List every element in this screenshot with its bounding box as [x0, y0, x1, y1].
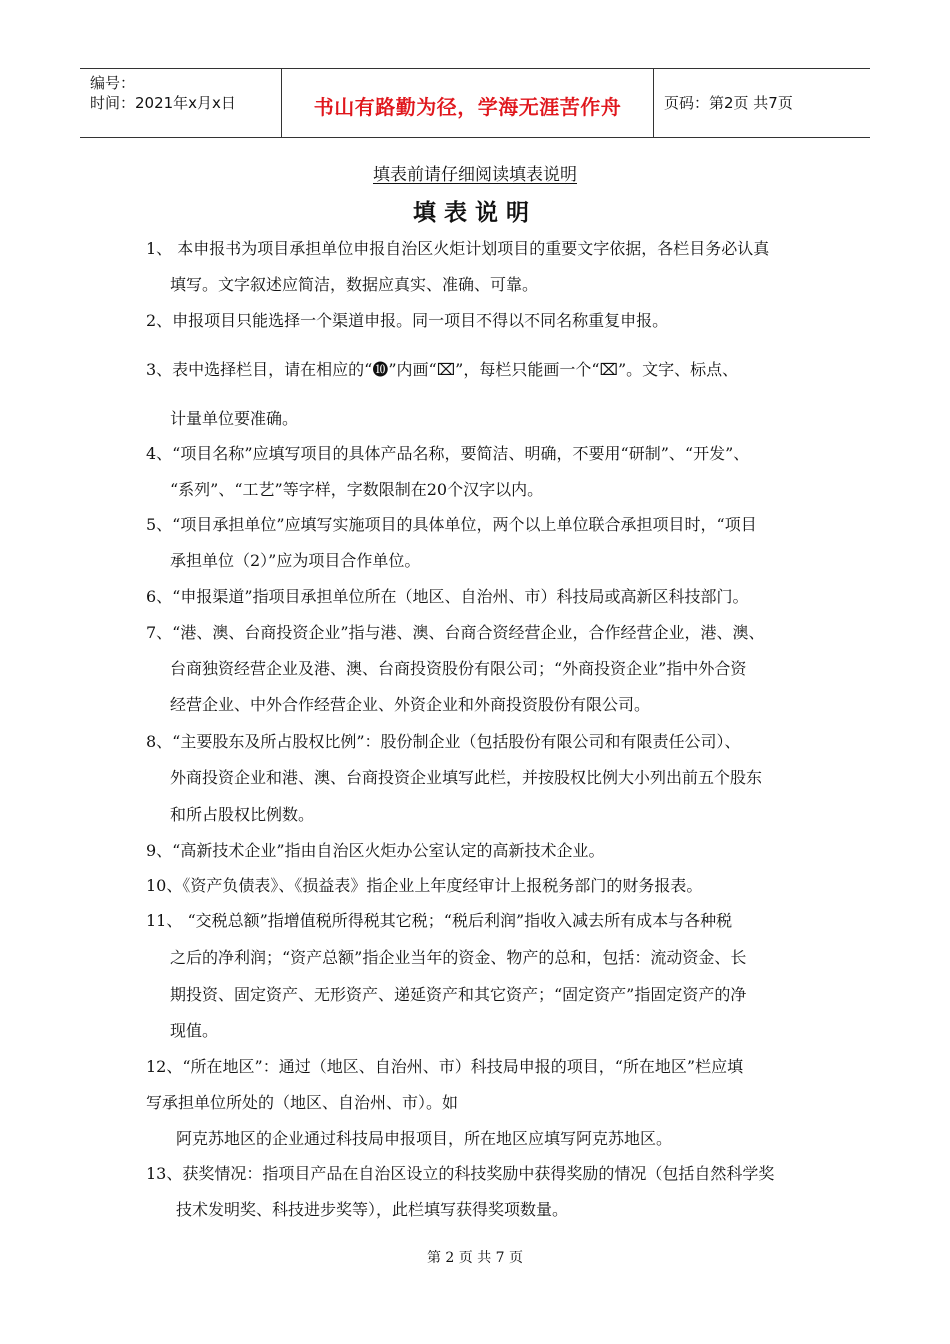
instruction-line: 现值。	[170, 1021, 219, 1040]
instruction-line: 计量单位要准确。	[170, 409, 299, 428]
instruction-line: “系列”、“工艺”等字样，字数限制在20个汉字以内。	[170, 480, 544, 499]
instruction-line: 台商独资经营企业及港、澳、台商投资股份有限公司；“外商投资企业”指中外合资	[170, 659, 747, 678]
instruction-line: 11、 “交税总额”指增值税所得税其它税；“税后利润”指收入减去所有成本与各种税	[146, 911, 733, 930]
instruction-line: 经营企业、中外合作经营企业、外资企业和外商投资股份有限公司。	[170, 695, 651, 714]
instruction-line: 填写。文字叙述应简洁，数据应真实、准确、可靠。	[170, 275, 539, 294]
instruction-line: 写承担单位所处的（地区、自治州、市）。如	[146, 1093, 459, 1112]
instruction-line: 2、申报项目只能选择一个渠道申报。同一项目不得以不同名称重复申报。	[146, 311, 669, 330]
instruction-line: 外商投资企业和港、澳、台商投资企业填写此栏，并按股权比例大小列出前五个股东	[170, 768, 763, 787]
instruction-line: 9、“高新技术企业”指由自治区火炬办公室认定的高新技术企业。	[146, 841, 605, 860]
header-meta-cell	[80, 69, 282, 137]
instruction-line: 之后的净利润；“资产总额”指企业当年的资金、物产的总和，包括：流动资金、长	[170, 948, 747, 967]
instruction-line: 10、《资产负债表》、《损益表》指企业上年度经审计上报税务部门的财务报表。	[146, 876, 703, 895]
time-label: 时间：2021年x月x日	[90, 94, 236, 112]
instruction-line: 12、“所在地区”：通过（地区、自治州、市）科技局申报的项目，“所在地区”栏应填	[146, 1057, 744, 1076]
instruction-line: 和所占股权比例数。	[170, 805, 315, 824]
motto: 书山有路勤为径，学海无涯苦作舟	[313, 95, 622, 119]
instruction-line: 阿克苏地区的企业通过科技局申报项目，所在地区应填写阿克苏地区。	[176, 1129, 673, 1148]
instruction-line: 7、“港、澳、台商投资企业”指与港、澳、台商合资经营企业，合作经营企业，港、澳、	[146, 623, 765, 642]
subtitle: 填表前请仔细阅读填表说明	[373, 165, 577, 185]
page-label: 页码：第2页 共7页	[664, 94, 793, 112]
instruction-line: 4、“项目名称”应填写项目的具体产品名称，要简洁、明确，不要用“研制”、“开发”、	[146, 444, 750, 463]
instruction-line: 技术发明奖、科技进步奖等），此栏填写获得奖项数量。	[176, 1200, 569, 1219]
instruction-line: 13、获奖情况：指项目产品在自治区设立的科技奖励中获得奖励的情况（包括自然科学奖	[146, 1164, 775, 1183]
instruction-line: 3、表中选择栏目，请在相应的“❿”内画“⌧”，每栏只能画一个“⌧”。文字、标点、	[146, 360, 739, 379]
instruction-line: 8、“主要股东及所占股权比例”：股份制企业（包括股份有限公司和有限责任公司）、	[146, 732, 741, 751]
header-page-cell	[654, 69, 870, 137]
instruction-line: 承担单位（2）”应为项目合作单位。	[170, 551, 421, 570]
instruction-line: 期投资、固定资产、无形资产、递延资产和其它资产；“固定资产”指固定资产的净	[170, 985, 747, 1004]
header-table	[80, 68, 870, 138]
instruction-line: 6、“申报渠道”指项目承担单位所在（地区、自治州、市）科技局或高新区科技部门。	[146, 587, 749, 606]
instruction-line: 5、“项目承担单位”应填写实施项目的具体单位，两个以上单位联合承担项目时，“项目	[146, 515, 757, 534]
instruction-line: 1、 本申报书为项目承担单位申报自治区火炬计划项目的重要文字依据，各栏目务必认真	[146, 239, 770, 258]
number-label: 编号：	[90, 74, 136, 92]
page-title: 填表说明	[413, 200, 537, 226]
header-motto-cell	[282, 69, 654, 137]
page-footer: 第 2 页 共 7 页	[426, 1250, 524, 1266]
